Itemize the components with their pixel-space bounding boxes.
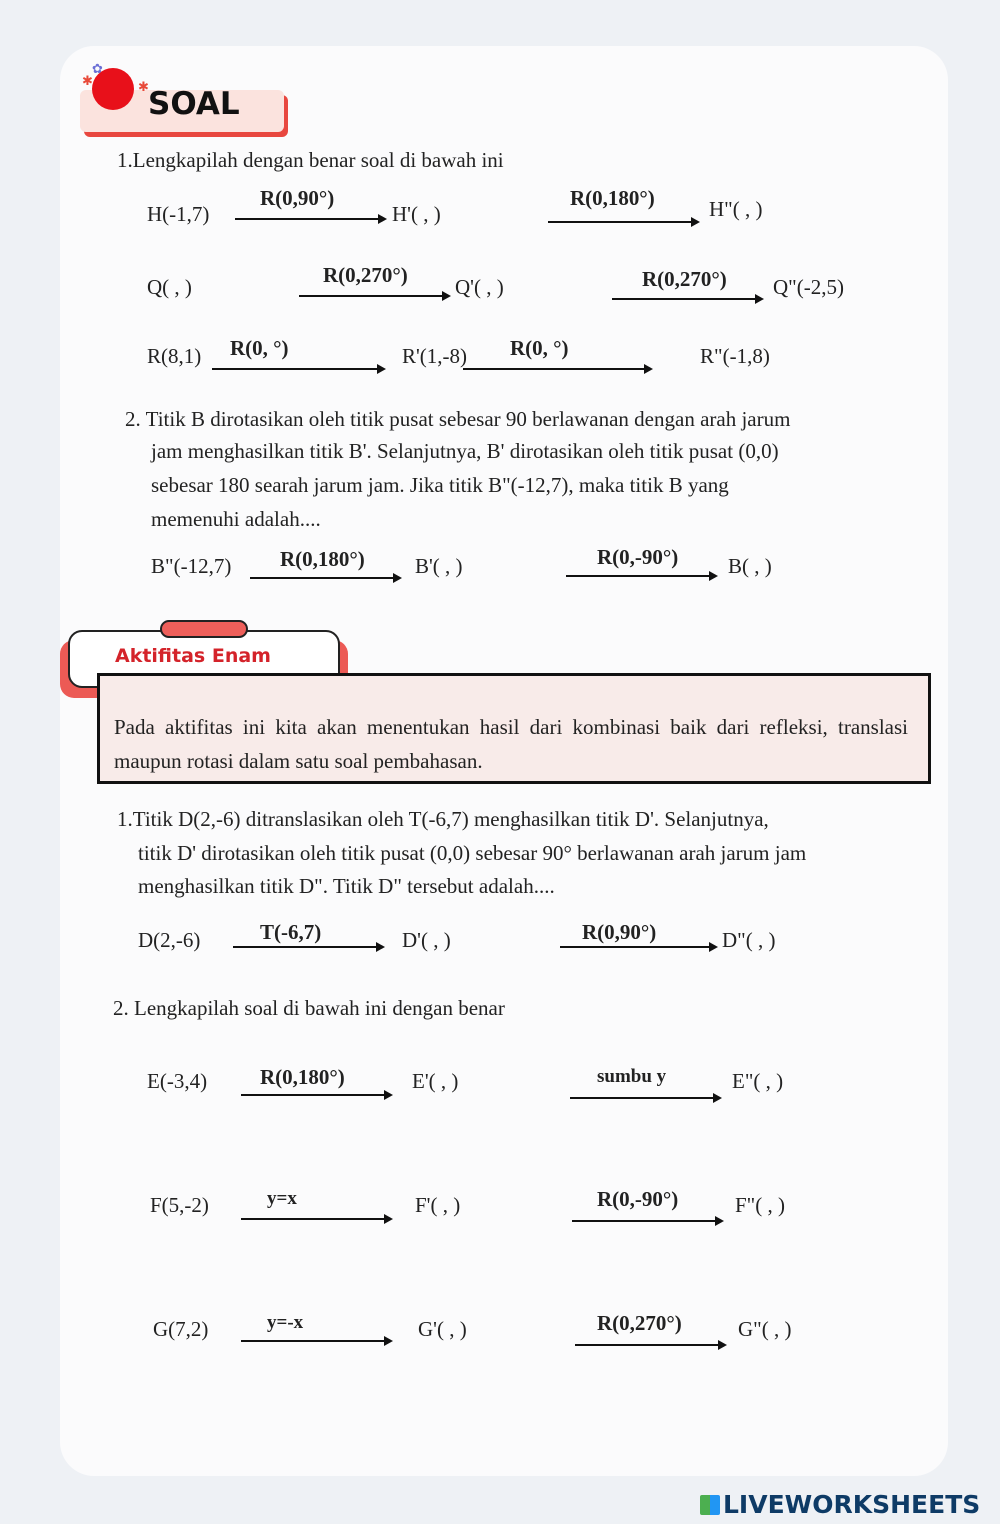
arrow-label: R(0,90°) (582, 920, 657, 944)
activity-question-1-line: menghasilkan titik D". Titik D" tersebut adalah.... (138, 874, 555, 898)
arrow (241, 1340, 391, 1342)
arrow-label: R(0,-90°) (597, 545, 679, 569)
activity-title: Aktifitas Enam (115, 645, 271, 667)
point-g: G(7,2) (153, 1317, 209, 1341)
intro-box (97, 673, 931, 784)
activity-tab (160, 620, 248, 638)
point-r: R(8,1) (147, 344, 202, 368)
point-r-double-prime: R"(-1,8) (700, 344, 770, 368)
activity-question-2-text: 2. Lengkapilah soal di bawah ini dengan benar (113, 996, 505, 1020)
point-d: D(2,-6) (138, 928, 201, 952)
answer-e-double-prime[interactable]: E"( , ) (732, 1069, 784, 1093)
answer-h-double-prime[interactable]: H"( , ) (709, 197, 763, 221)
arrow-label: R(0,180°) (280, 547, 365, 571)
activity-question-1-line: titik D' dirotasikan oleh titik pusat (0,0) sebesar 90° berlawanan arah jarum jam (138, 841, 807, 865)
answer-g-prime[interactable]: G'( , ) (418, 1317, 467, 1341)
answer-g-double-prime[interactable]: G"( , ) (738, 1317, 792, 1341)
answer-q-prime[interactable]: Q'( , ) (455, 275, 504, 299)
answer-f-prime[interactable]: F'( , ) (415, 1193, 461, 1217)
answer-e-prime[interactable]: E'( , ) (412, 1069, 459, 1093)
question-1-text: 1.Lengkapilah dengan benar soal di bawah ini (117, 148, 504, 172)
arrow (575, 1344, 725, 1346)
point-r-prime: R'(1,-8) (402, 344, 468, 368)
arrow (548, 221, 698, 223)
arrow (570, 1097, 720, 1099)
arrow (572, 1220, 722, 1222)
arrow-label-blank[interactable]: R(0, °) (230, 336, 289, 360)
activity-question-1-line: 1.Titik D(2,-6) ditranslasikan oleh T(-6,7) menghasilkan titik D'. Selanjutnya, (117, 807, 769, 831)
soal-title: SOAL (148, 86, 240, 122)
arrow-label: R(0,180°) (570, 186, 655, 210)
question-2-line: jam menghasilkan titik B'. Selanjutnya, B' dirotasikan oleh titik pusat (0,0) (151, 439, 779, 463)
point-b-double-prime: B"(-12,7) (151, 554, 232, 578)
arrow (235, 218, 385, 220)
point-f: F(5,-2) (150, 1193, 209, 1217)
question-2-line: memenuhi adalah.... (151, 507, 321, 531)
arrow-label: R(0,90°) (260, 186, 335, 210)
question-2-line: sebesar 180 searah jarum jam. Jika titik B"(-12,7), maka titik B yang (151, 473, 729, 497)
intro-text: Pada aktifitas ini kita akan menentukan hasil dari kombinasi baik dari refleksi, translasi maupun rotasi dalam satu soal pembahasan. (114, 715, 908, 773)
logo-text: LIVEWORKSHEETS (723, 1490, 981, 1519)
arrow (212, 368, 384, 370)
liveworksheets-logo[interactable] (700, 1490, 980, 1519)
sparkle-icon: ✿ (92, 62, 103, 77)
point-h: H(-1,7) (147, 202, 210, 226)
arrow (612, 298, 762, 300)
arrow-label: y=-x (267, 1312, 304, 1333)
point-e: E(-3,4) (147, 1069, 208, 1093)
arrow (299, 295, 449, 297)
sparkle-icon: ✱ (138, 80, 149, 95)
point-q-double-prime: Q"(-2,5) (773, 275, 844, 299)
arrow (241, 1094, 391, 1096)
arrow-label: R(0,180°) (260, 1065, 345, 1089)
answer-b[interactable]: B( , ) (728, 554, 772, 578)
answer-b-prime[interactable]: B'( , ) (415, 554, 463, 578)
arrow (560, 946, 716, 948)
arrow-label: R(0,270°) (597, 1311, 682, 1335)
answer-f-double-prime[interactable]: F"( , ) (735, 1193, 785, 1217)
arrow-label: sumbu y (597, 1066, 667, 1087)
arrow-label: T(-6,7) (260, 920, 322, 944)
arrow-label: R(0,-90°) (597, 1187, 679, 1211)
arrow (566, 575, 716, 577)
question-2-line: 2. Titik B dirotasikan oleh titik pusat sebesar 90 berlawanan dengan arah jarum (125, 407, 791, 431)
arrow (250, 577, 400, 579)
arrow-label: R(0,270°) (323, 263, 408, 287)
answer-q[interactable]: Q( , ) (147, 275, 192, 299)
answer-h-prime[interactable]: H'( , ) (392, 202, 441, 226)
arrow (241, 1218, 391, 1220)
arrow (233, 946, 383, 948)
answer-d-double-prime[interactable]: D"( , ) (722, 928, 776, 952)
arrow-label: y=x (267, 1188, 297, 1209)
arrow-label-blank[interactable]: R(0, °) (510, 336, 569, 360)
arrow-label: R(0,270°) (642, 267, 727, 291)
sparkle-icon: ✱ (82, 74, 93, 89)
logo-icon (700, 1495, 720, 1515)
arrow (463, 368, 651, 370)
answer-d-prime[interactable]: D'( , ) (402, 928, 451, 952)
